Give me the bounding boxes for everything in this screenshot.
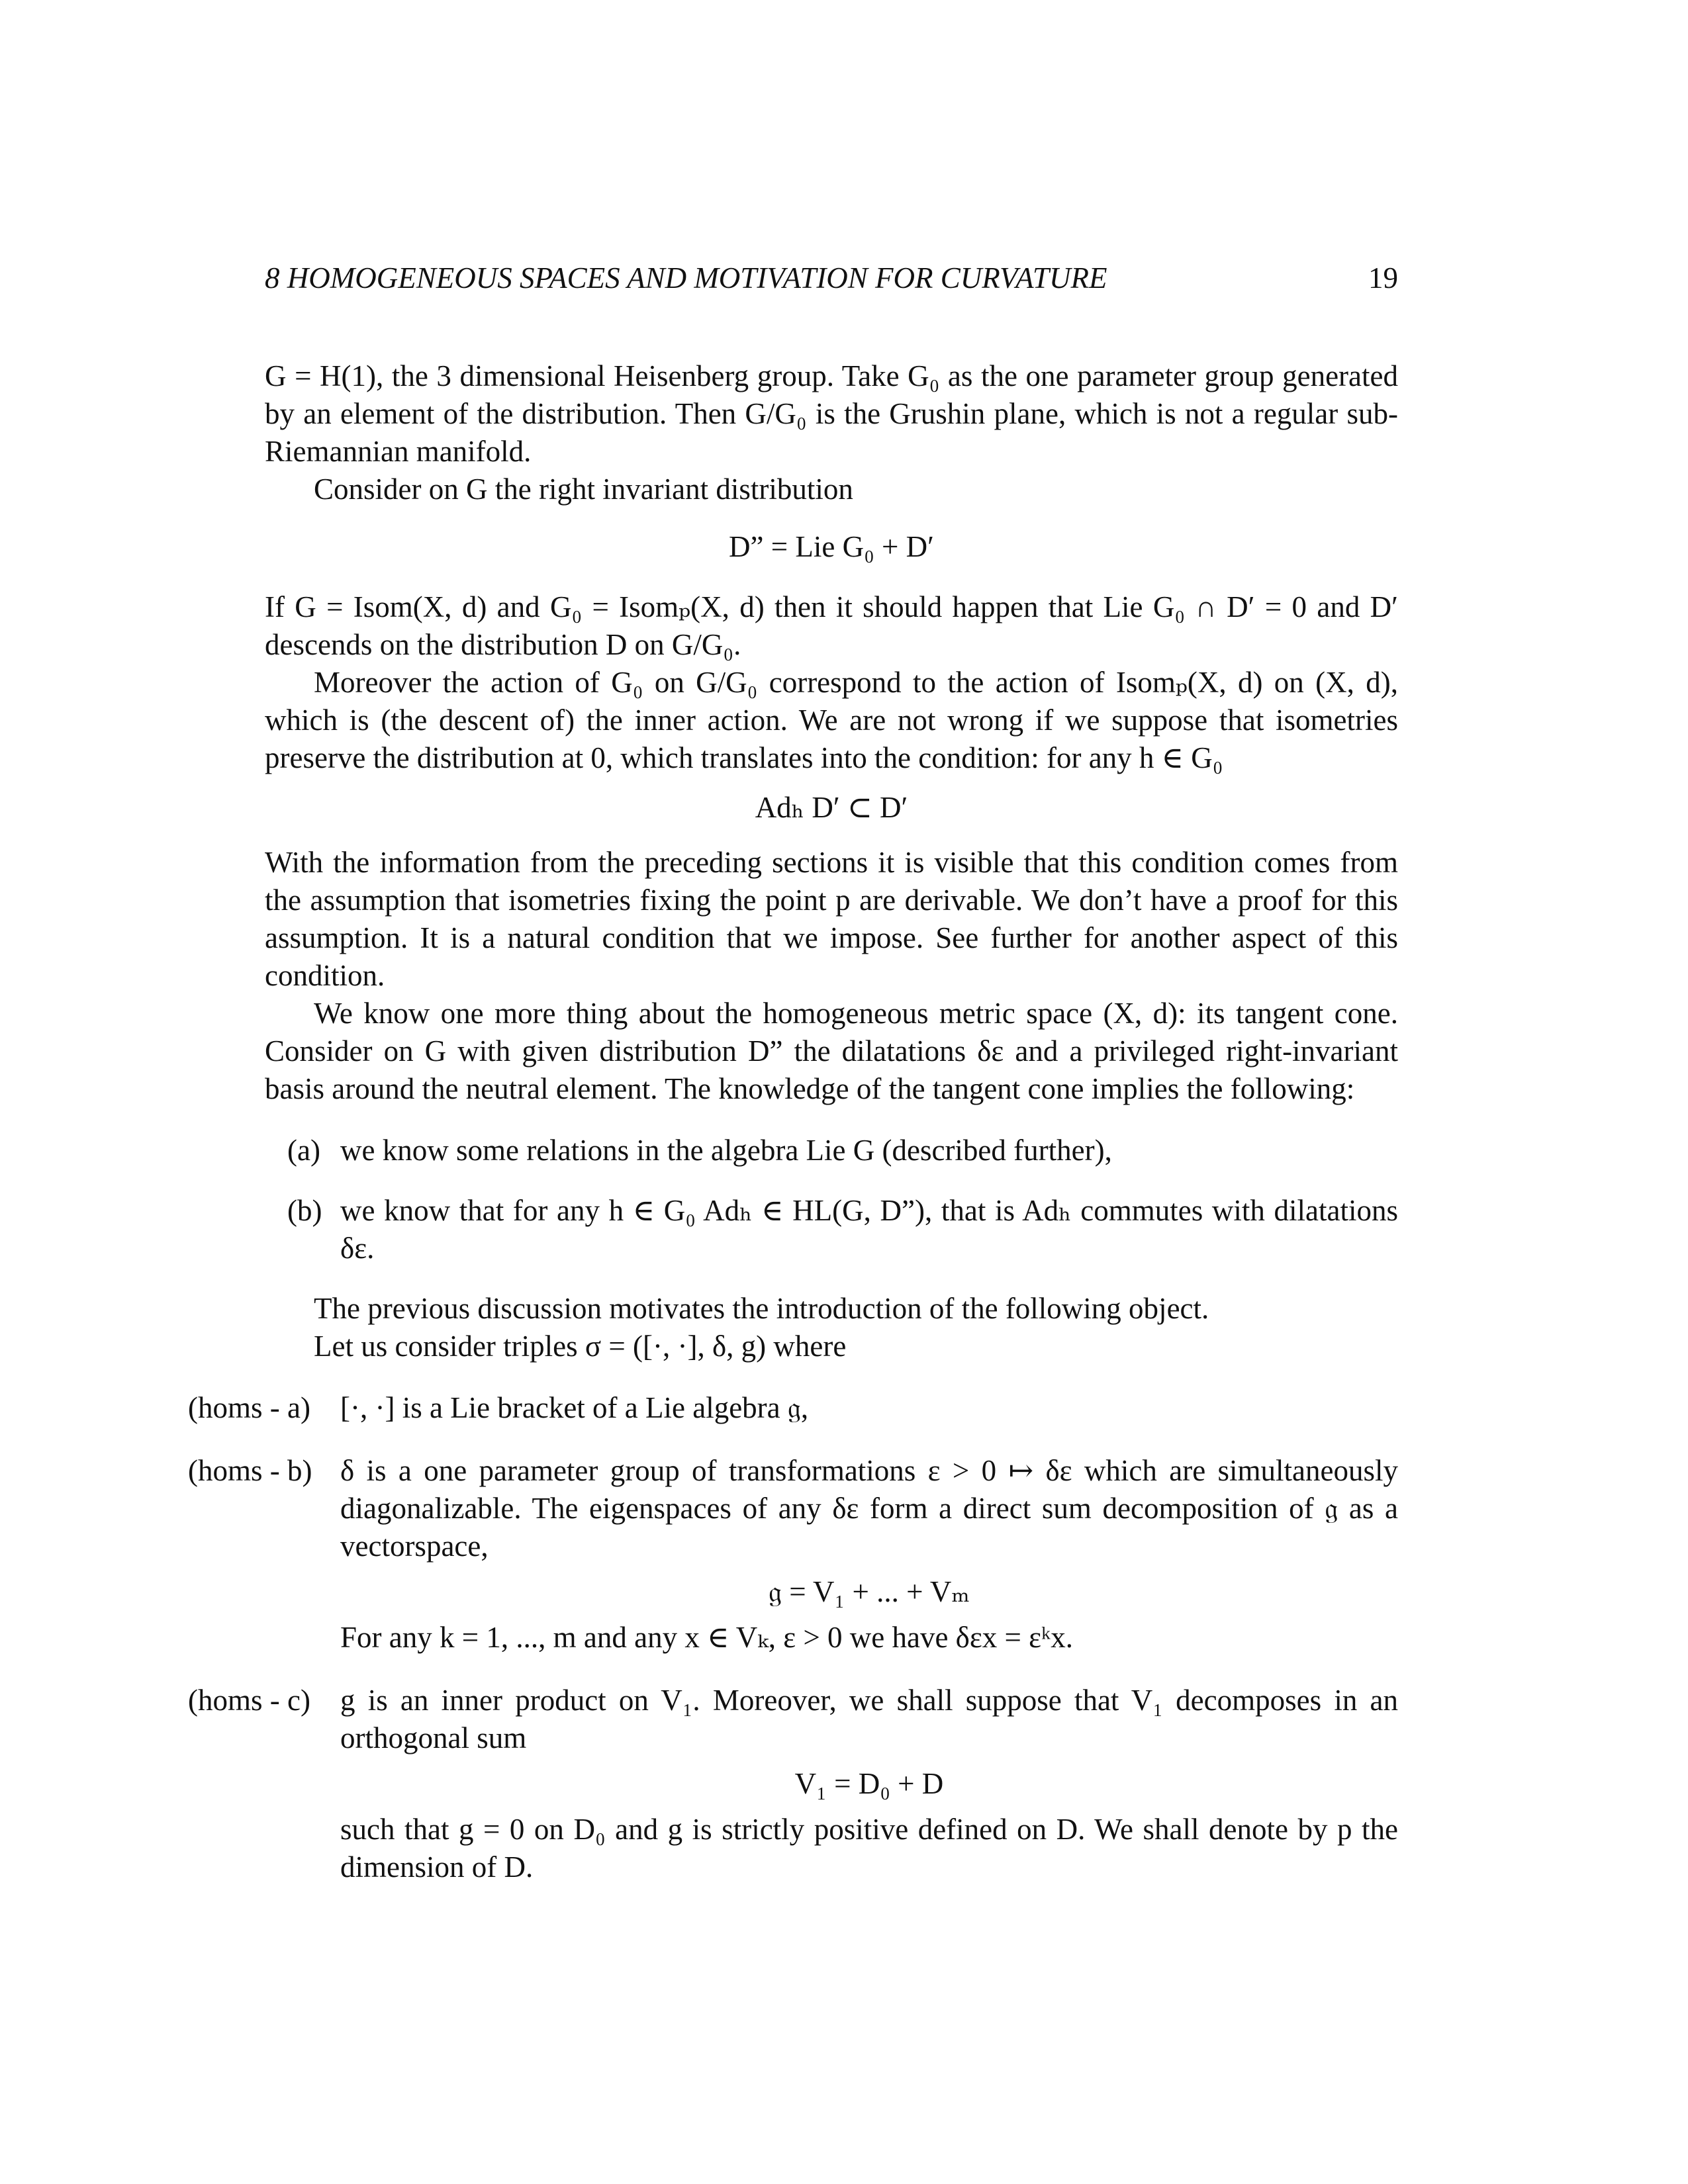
paragraph: We know one more thing about the homogeneous metric space (X, d): its tangent cone. Consider on G with given distribution D” the dilatations δε and a privileged right-invariant basis around the neutral element. The knowledge of the tangent cone implies the following: bbox=[265, 997, 1398, 1105]
body-text bbox=[188, 357, 1398, 1911]
homs-text: δ is a one parameter group of transformations ε > 0 ↦ δε which are simultaneously diagonalizable. The eigenspaces of any δε form a direct sum decomposition of 𝔤 as a vectorspace, bbox=[340, 1454, 1398, 1563]
equation: D” = Lie G₀ + D′ bbox=[729, 530, 934, 563]
paragraph: Consider on G the right invariant distribution bbox=[314, 473, 853, 506]
homs-definition-list bbox=[188, 1389, 1398, 1886]
homs-text: such that g = 0 on D₀ and g is strictly positive defined on D. We shall denote by p the dimension of D. bbox=[340, 1813, 1398, 1884]
homs-label: (homs - c) bbox=[188, 1684, 310, 1717]
section-title: 8 HOMOGENEOUS SPACES AND MOTIVATION FOR CURVATURE bbox=[265, 261, 1107, 295]
homs-text: [·, ·] is a Lie bracket of a Lie algebra 𝔤, bbox=[340, 1391, 809, 1424]
list-label: (b) bbox=[287, 1194, 322, 1227]
homs-text: g is an inner product on V₁. Moreover, we shall suppose that V₁ decomposes in an orthogonal sum bbox=[340, 1684, 1398, 1754]
paragraph: With the information from the preceding sections it is visible that this condition comes from the assumption that isometries fixing the point p are derivable. We don’t have a proof for this assumption. It is a natural condition that we impose. See further for another aspect of this condition. bbox=[265, 846, 1398, 992]
homs-item bbox=[188, 1389, 1398, 1427]
homs-item bbox=[188, 1682, 1398, 1886]
homs-label: (homs - a) bbox=[188, 1391, 310, 1424]
equation: V₁ = D₀ + D bbox=[794, 1767, 944, 1800]
page-number: 19 bbox=[1368, 261, 1398, 295]
paragraph: Let us consider triples σ = ([·, ·], δ, g) where bbox=[314, 1330, 847, 1363]
homs-item bbox=[188, 1452, 1398, 1657]
homs-label: (homs - b) bbox=[188, 1454, 312, 1487]
list-text: we know some relations in the algebra Lie G (described further), bbox=[340, 1134, 1112, 1167]
paragraph: G = H(1), the 3 dimensional Heisenberg group. Take G₀ as the one parameter group generated by an element of the distribution. Then G/G₀ is the Grushin plane, which is not a regular sub-Riemannian manifold. bbox=[265, 359, 1398, 468]
list-item bbox=[287, 1192, 1398, 1267]
paragraph: The previous discussion motivates the introduction of the following object. bbox=[314, 1292, 1209, 1325]
list-label: (a) bbox=[287, 1134, 320, 1167]
list-item bbox=[287, 1132, 1398, 1169]
list-text: we know that for any h ∈ G₀ Adₕ ∈ HL(G, D”), that is Adₕ commutes with dilatations δε. bbox=[340, 1194, 1398, 1265]
running-head bbox=[265, 259, 1398, 296]
paragraph: If G = Isom(X, d) and G₀ = Isomₚ(X, d) then it should happen that Lie G₀ ∩ D′ = 0 and D′ descends on the distribution D on G/G₀. bbox=[265, 590, 1398, 661]
implication-list bbox=[287, 1132, 1398, 1267]
paragraph: Moreover the action of G₀ on G/G₀ correspond to the action of Isomₚ(X, d) on (X, d), which is (the descent of) the inner action. We are not wrong if we suppose that isometries preserve the distribution at 0, which translates into the condition: for any h ∈ G₀ bbox=[265, 666, 1398, 774]
homs-text: For any k = 1, ..., m and any x ∈ Vₖ, ε > 0 we have δεx = εᵏx. bbox=[340, 1621, 1073, 1654]
equation: 𝔤 = V₁ + ... + Vₘ bbox=[768, 1575, 970, 1608]
equation: Adₕ D′ ⊂ D′ bbox=[755, 791, 908, 824]
